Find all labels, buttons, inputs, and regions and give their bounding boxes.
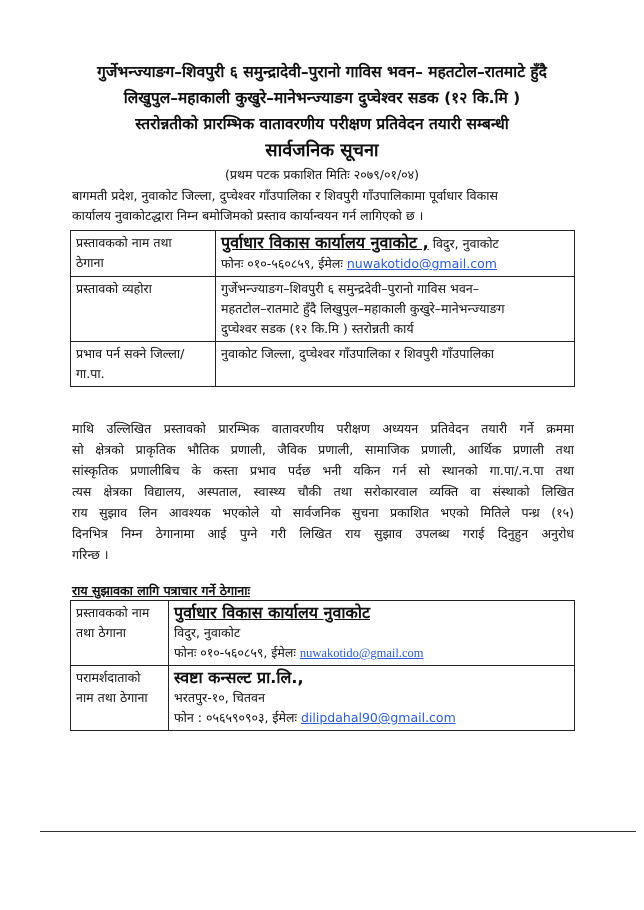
correspondence-table <box>70 600 575 731</box>
proponent-value <box>216 231 575 277</box>
paragraph-line: माथि उल्लिखित प्रस्तावको प्रारम्भिक वातावरणीय परीक्षण अध्ययन प्रतिवेदन तयारी गर्ने क्रममा <box>72 421 574 436</box>
proponent-email-link[interactable]: nuwakotido@gmail.com <box>346 256 497 271</box>
consultant-label <box>71 666 169 731</box>
label-line: परामर्शदाताको <box>76 670 141 685</box>
proponent-contact: फोनः ०१०-५६०८५९, ईमेलः <box>221 256 343 271</box>
consultant-name: स्वष्टा कन्सल्ट प्रा.लि., <box>174 668 304 687</box>
paragraph-line: त्यस क्षेत्रका विद्यालय, अस्पताल, स्वास्थ्य चौकी तथा सरोकारवाल व्यक्ति वा संस्थाको लिखित <box>72 484 574 499</box>
paragraph-line: दिनभित्र निम्न ठेगानामा आई पुग्ने गरी लिखित राय सुझाव उपलब्ध गराई दिनुहुन अनुरोध <box>72 526 574 541</box>
proposal-line: महतटोल–रातमाटे हुँदै लिखुपुल–महाकाली कुखुरे–मानेभन्ज्याङग <box>221 301 505 316</box>
affected-area-value: नुवाकोट जिल्ला, दुप्चेश्वर गाँउपालिका र शिवपुरी गाँउपालिका <box>216 342 575 387</box>
consultant-value <box>169 666 575 731</box>
proponent-office-address: विदुर, नुवाकोट <box>174 625 241 640</box>
heading-line-3: स्तरोन्नतीको प्रारम्भिक वातावरणीय परीक्षण प्रतिवेदन तयारी सम्बन्धी <box>135 115 509 133</box>
label-line: प्रस्तावकको नाम तथा <box>76 235 172 250</box>
proponent-office-name: पुर्वाधार विकास कार्यालय नुवाकोट <box>174 603 371 622</box>
table-row-proponent <box>71 231 575 277</box>
paragraph-line: सो क्षेत्रको प्राकृतिक भौतिक प्रणाली, जैविक प्रणाली, सामाजिक प्रणाली, आर्थिक प्रणाली तथा <box>72 442 574 457</box>
proponent-office-email-link[interactable]: nuwakotido@gmail.com <box>299 646 424 660</box>
paragraph-line: गरिन्छ । <box>72 547 109 562</box>
proponent-office-contact: फोनः ०१०-५६०८५९, ईमेलः <box>174 645 296 660</box>
notice-title: सार्वजनिक सूचना <box>265 140 379 161</box>
label-line: ठेगाना <box>76 255 104 270</box>
consultant-contact: फोन : ०५६५९०९०३, ईमेलः <box>174 710 298 725</box>
intro-line-1: बागमती प्रदेश, नुवाकोट जिल्ला, दुप्चेश्वर गाँउपालिका र शिवपुरी गाँउपालिकामा पूर्वाधार विकास <box>72 188 498 203</box>
proposal-label: प्रस्तावको व्यहोरा <box>71 277 216 342</box>
first-published-date: (प्रथम पटक प्रकाशित मितिः २०७९/०१/०४) <box>224 167 420 182</box>
proponent-address: विदुर, नुवाकोट <box>432 236 499 251</box>
proposal-line: गुर्जेभन्ज्याङग–शिवपुरी ६ समुन्द्रदेवी–पुरानो गाविस भवन– <box>221 281 479 296</box>
table-row-proposal <box>71 277 575 342</box>
proponent-contact-value <box>169 601 575 666</box>
intro-line-2: कार्यालय नुवाकोटद्धारा निम्न बमोजिमको प्रस्ताव कार्यान्वयन गर्न लागिएको छ । <box>72 208 424 223</box>
affected-area-label <box>71 342 216 387</box>
proponent-contact-label <box>71 601 169 666</box>
heading-line-2: लिखुपुल–महाकाली कुखुरे–मानेभन्ज्याङग दुप्चेश्वर सडक (१२ कि.मि ) <box>123 89 521 107</box>
consultant-email-link[interactable]: dilipdahal90@gmail.com <box>301 710 456 725</box>
label-line: प्रस्तावकको नाम <box>76 605 150 620</box>
proposal-description <box>216 277 575 342</box>
correspondence-heading: राय सुझावका लागि पत्राचार गर्ने ठेगानाः <box>72 583 251 598</box>
label-line: प्रभाव पर्न सक्ने जिल्ला/ <box>76 346 185 361</box>
heading-line-1: गुर्जेभन्ज्याङग–शिवपुरी ६ समुन्द्रादेवी–पुरानो गाविस भवन– महतटोल–रातमाटे हुँदै <box>97 63 547 81</box>
table-row-proponent-contact <box>71 601 575 666</box>
proposal-line: दुप्चेश्वर सडक (१२ कि.मि ) स्तरोन्नती कार्य <box>221 321 414 336</box>
table-row-affected-area <box>71 342 575 387</box>
proposal-table <box>70 230 575 387</box>
paragraph-line: सांस्कृतिक प्रणालीबिच के कस्ता प्रभाव पर्दछ भनी यकिन गर्न सो स्थानको गा.पा/.न.पा तथा <box>72 463 574 478</box>
table-row-consultant <box>71 666 575 731</box>
proponent-label <box>71 231 216 277</box>
label-line: गा.पा. <box>76 366 105 381</box>
label-line: तथा ठेगाना <box>76 625 127 640</box>
proponent-name: पुर्वाधार विकास कार्यालय नुवाकोट , <box>221 233 429 252</box>
paragraph-line: राय सुझाव लिन आवश्यक भएकोले यो सार्वजनिक सुचना प्रकाशित भएको मितिले पन्ध्र (१५) <box>72 505 574 520</box>
notice-paragraph <box>72 418 574 565</box>
label-line: नाम तथा ठेगाना <box>76 690 148 705</box>
bottom-divider <box>40 831 636 832</box>
consultant-address: भरतपुर-१०, चितवन <box>174 690 265 705</box>
